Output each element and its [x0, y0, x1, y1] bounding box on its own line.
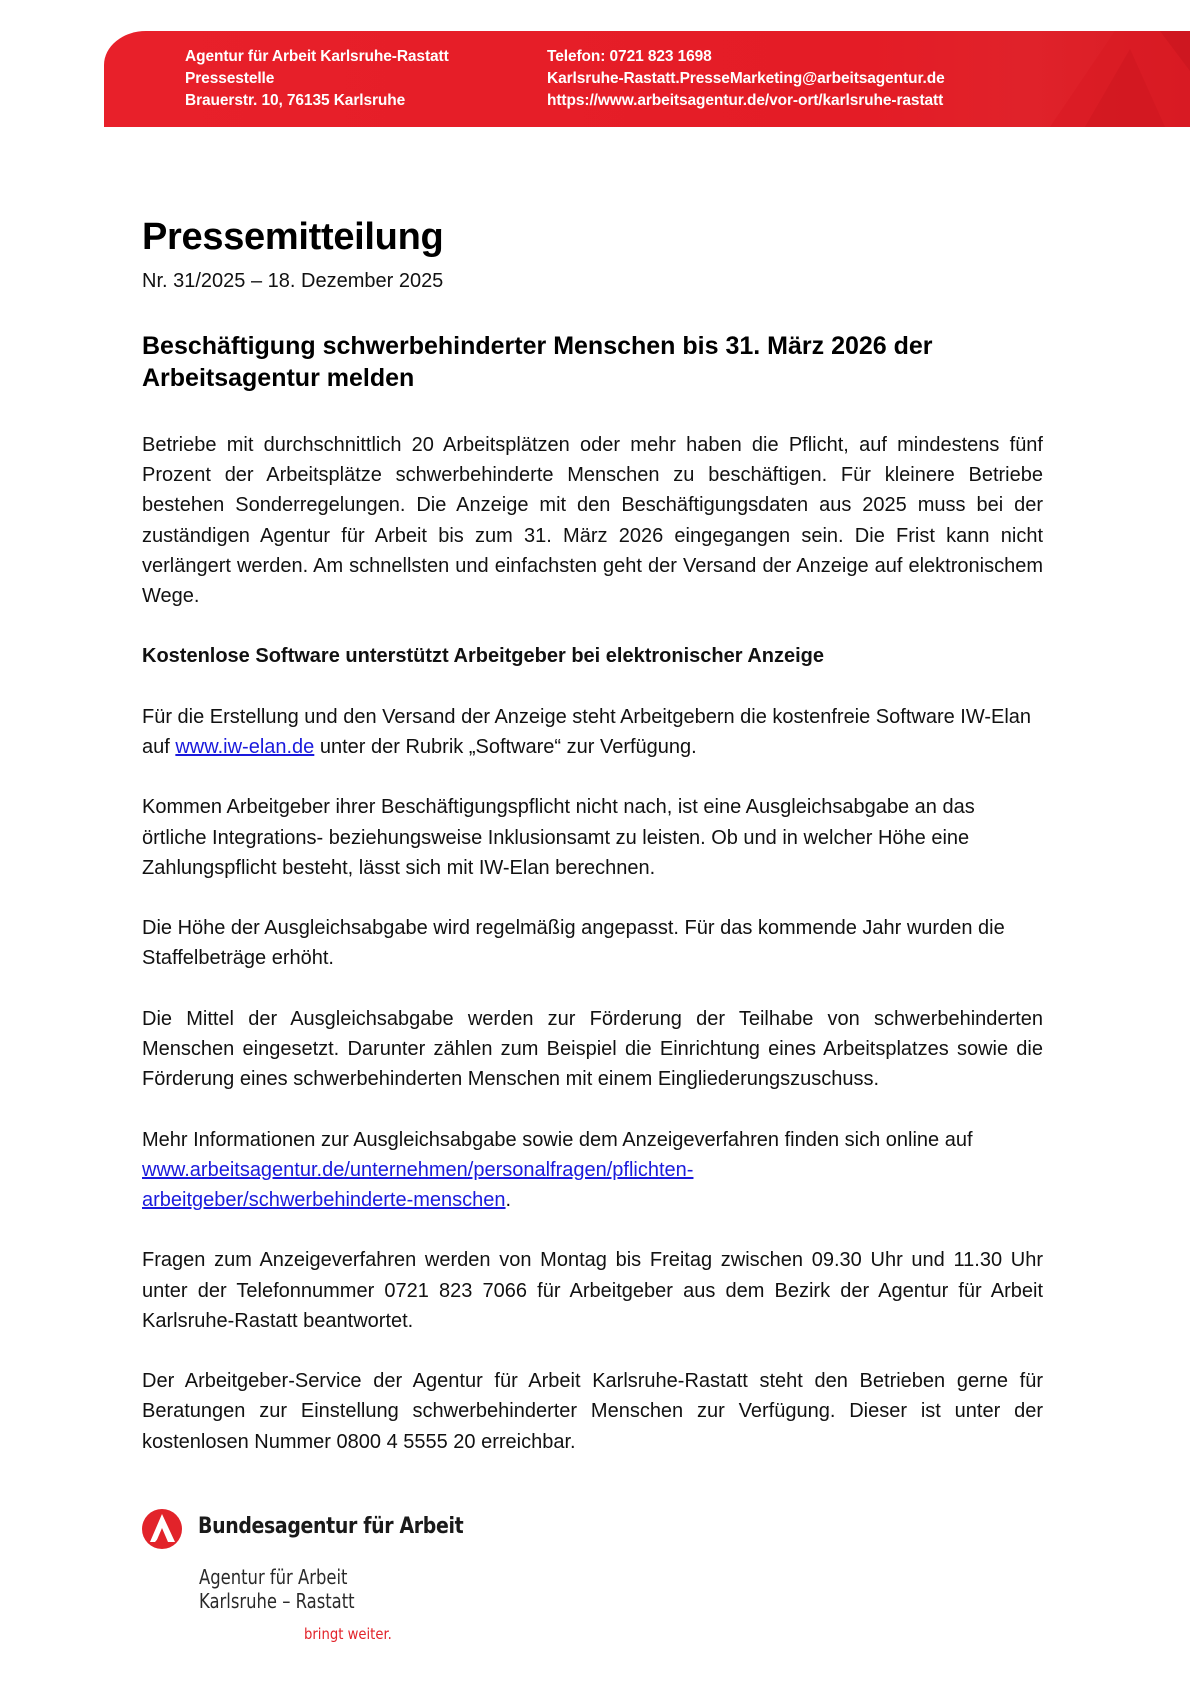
header-phone: Telefon: 0721 823 1698 — [547, 48, 712, 65]
paragraph-compensation-levy: Kommen Arbeitgeber ihrer Beschäftigungspflicht nicht nach, ist eine Ausgleichsabgabe an das örtliche Integrations- beziehungsweise Inklusionsamt zu leisten. Ob und in welcher Höhe eine Zahlungspflicht besteht, lässt sich mit IW-Elan berechnen. — [142, 796, 975, 879]
paragraph-levy-usage: Die Mittel der Ausgleichsabgabe werden zur Förderung der Teilhabe von schwerbehinderten Menschen eingesetzt. Darunter zählen zum Beispiel die Einrichtung eines Arbeitsplatzes sowie die Förderung eines schwerbehinderten Menschen mit einem Eingliederungszuschuss. — [142, 1007, 1043, 1091]
paragraph-levy-adjustment: Die Höhe der Ausgleichsabgabe wird regelmäßig angepasst. Für das kommende Jahr wurden die Staffelbeträge erhöht. — [142, 917, 1005, 970]
header-street-address: Brauerstr. 10, 76135 Karlsruhe — [185, 92, 406, 109]
header-band — [104, 31, 1190, 127]
paragraph-employer-service: Der Arbeitgeber-Service der Agentur für Arbeit Karlsruhe-Rastatt steht den Betrieben gerne für Beratungen zur Einstellung schwerbehinderter Menschen zur Verfügung. Dieser ist unter der kostenlosen Nummer 0800 4 5555 20 erreichbar. — [142, 1370, 1043, 1453]
header-website[interactable]: https://www.arbeitsagentur.de/vor-ort/karlsruhe-rastatt — [547, 92, 944, 109]
logo-tagline: bringt weiter. — [304, 1625, 392, 1643]
header-contact-block — [547, 46, 945, 112]
footer-logo — [141, 1508, 561, 1643]
header-agency-name: Agentur für Arbeit Karlsruhe-Rastatt — [185, 48, 449, 65]
ba-logo-watermark-icon — [990, 31, 1190, 127]
page-title: Pressemitteilung — [142, 216, 444, 258]
logo-title: Bundesagentur für Arbeit — [198, 1514, 464, 1539]
body-content — [142, 430, 1043, 1487]
paragraph-more-info-text-before: Mehr Informationen zur Ausgleichsabgabe sowie dem Anzeigeverfahren finden sich online auf — [142, 1128, 973, 1151]
iw-elan-link[interactable]: www.iw-elan.de — [175, 736, 315, 758]
header-department: Pressestelle — [185, 70, 275, 87]
paragraph-software — [142, 702, 1043, 762]
press-release-number-date: Nr. 31/2025 – 18. Dezember 2025 — [142, 270, 444, 292]
paragraph-software-text-after: unter der Rubrik „Software“ zur Verfügung. — [314, 736, 697, 758]
ba-logo-icon — [141, 1508, 183, 1550]
header-address-block — [185, 46, 449, 112]
paragraph-hotline: Fragen zum Anzeigeverfahren werden von Montag bis Freitag zwischen 09.30 Uhr und 11.30 Uhr unter der Telefonnummer 0721 823 7066 für Arbeitgeber aus dem Bezirk der Agentur für Arbeit Karlsruhe-Rastatt beantwortet. — [142, 1249, 1043, 1332]
arbeitsagentur-info-link-line1[interactable]: www.arbeitsagentur.de/unternehmen/personalfragen/pflichten- — [142, 1158, 694, 1181]
logo-subtitle-line1: Agentur für Arbeit — [199, 1565, 348, 1589]
logo-subtitle-line2: Karlsruhe – Rastatt — [199, 1589, 355, 1613]
paragraph-more-info-text-after: . — [505, 1188, 512, 1211]
logo-subtitle — [199, 1565, 355, 1613]
subheading-software: Kostenlose Software unterstützt Arbeitgeber bei elektronischer Anzeige — [142, 645, 824, 668]
paragraph-obligation: Betriebe mit durchschnittlich 20 Arbeitsplätzen oder mehr haben die Pflicht, auf mindestens fünf Prozent der Arbeitsplätze schwerbehinderte Menschen zu beschäftigen. Für kleinere Betriebe bestehen Sonderregelungen. Die Anzeige mit den Beschäftigungsdaten aus 2025 muss bei der zuständigen Agentur für Arbeit bis zum 31. März 2026 eingegangen sein. Die Frist kann nicht verlängert werden. Am schnellsten und einfachsten geht der Versand der Anzeige auf elektronischem Wege. — [142, 434, 1043, 608]
header-email[interactable]: Karlsruhe-Rastatt.PresseMarketing@arbeitsagentur.de — [547, 70, 945, 87]
headline: Beschäftigung schwerbehinderter Menschen bis 31. März 2026 der Arbeitsagentur melden — [142, 332, 933, 392]
paragraph-more-info — [142, 1125, 1043, 1216]
paragraph-software-text-before: Für die Erstellung und den Versand der Anzeige steht Arbeitgebern die kostenfreie Software IW-Elan auf — [142, 705, 1032, 758]
arbeitsagentur-info-link[interactable] — [142, 1159, 693, 1211]
arbeitsagentur-info-link-line2[interactable]: arbeitgeber/schwerbehinderte-menschen — [142, 1188, 506, 1211]
